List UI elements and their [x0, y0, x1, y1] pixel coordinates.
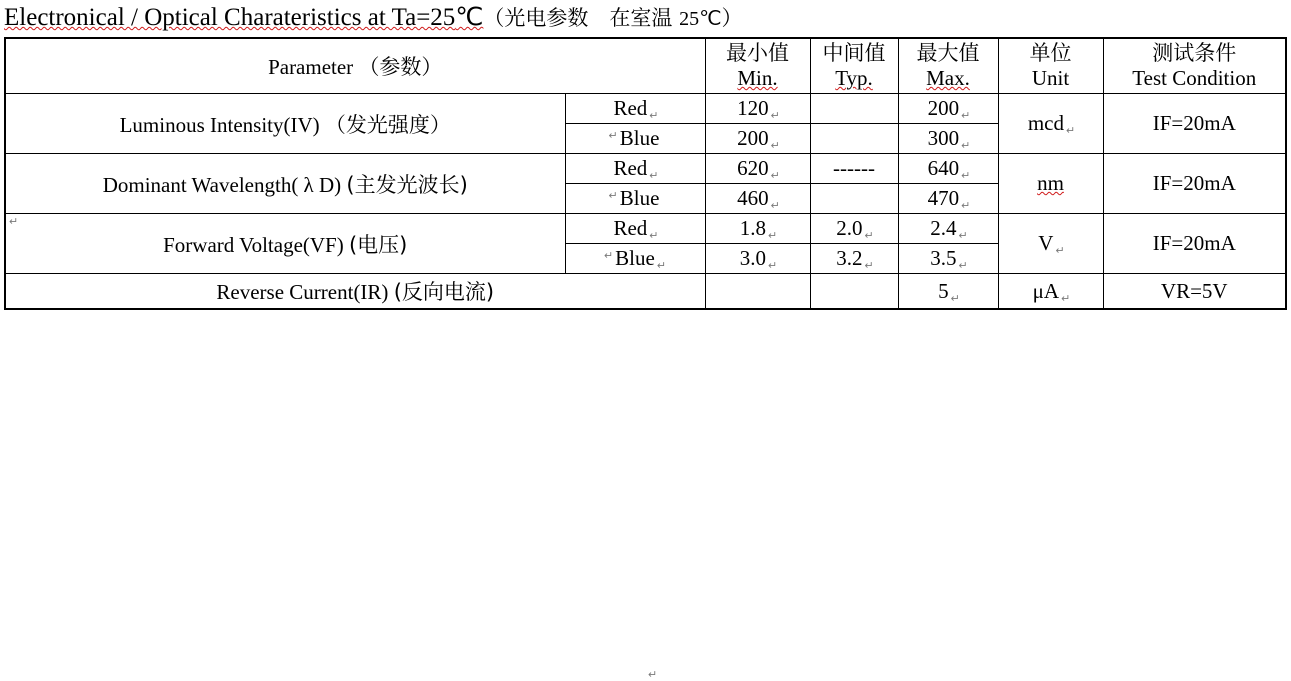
table-row: [5, 274, 1286, 310]
max-value-3-0: 5 ↵: [898, 274, 998, 310]
typ-value-2-0: 2.0 ↵: [810, 214, 898, 244]
header-unit-en: Unit: [1031, 65, 1070, 90]
header-parameter: [5, 38, 705, 94]
unit-value-1: [998, 154, 1103, 214]
title-main: Electronical / Optical Charateristics at Ta=25: [4, 4, 456, 31]
header-min: [705, 38, 810, 94]
condition-value-3: VR=5V: [1103, 274, 1286, 310]
unit-value-0: mcd ↵: [998, 94, 1103, 154]
header-min-en: Min.: [737, 65, 778, 90]
min-value-2-1: 3.0 ↵: [705, 244, 810, 274]
row-parameter-en-3: Reverse Current(IR): [216, 280, 394, 305]
min-value-0-0: 120 ↵: [705, 94, 810, 124]
header-max-cjk: 最大值: [916, 40, 980, 65]
typ-value-1-1: [810, 184, 898, 214]
condition-value-2: IF=20mA: [1103, 214, 1286, 274]
row-parameter-1: [5, 154, 565, 214]
min-value-3-0: [705, 274, 810, 310]
max-value-0-1: 300 ↵: [898, 124, 998, 154]
header-typ: [810, 38, 898, 94]
condition-value-0: IF=20mA: [1103, 94, 1286, 154]
table-row: [5, 214, 1286, 244]
colour-label-2-1: ↵ Blue ↵: [565, 244, 705, 274]
header-unit: [998, 38, 1103, 94]
colour-label-2-0: Red ↵: [565, 214, 705, 244]
unit-value-3: μA ↵: [998, 274, 1103, 310]
row-parameter-3: [5, 274, 705, 310]
condition-value-1: IF=20mA: [1103, 154, 1286, 214]
row-parameter-0: [5, 94, 565, 154]
row-parameter-cjk-1: (主发光波长): [346, 172, 468, 197]
header-condition: [1103, 38, 1286, 94]
colour-label-1-0: Red ↵: [565, 154, 705, 184]
unit-value-1-text: nm: [1037, 171, 1064, 196]
header-parameter-en: Parameter: [268, 54, 354, 79]
max-value-1-0: 640 ↵: [898, 154, 998, 184]
header-max-en: Max.: [926, 65, 970, 90]
max-value-0-0: 200 ↵: [898, 94, 998, 124]
header-condition-en: Test Condition: [1132, 65, 1257, 90]
header-typ-en: Typ.: [835, 65, 873, 90]
row-parameter-cjk-2: (电压): [348, 232, 408, 257]
typ-value-0-1: [810, 124, 898, 154]
colour-label-1-1: ↵ Blue: [565, 184, 705, 214]
max-value-2-1: 3.5 ↵: [898, 244, 998, 274]
row-parameter-en-1: Dominant Wavelength( λ D): [102, 172, 347, 197]
header-typ-cjk: 中间值: [822, 40, 886, 65]
typ-value-0-0: [810, 94, 898, 124]
max-value-1-1: 470 ↵: [898, 184, 998, 214]
specification-table: [4, 37, 1287, 310]
title-paren-open: （: [483, 6, 505, 30]
header-max: [898, 38, 998, 94]
row-parameter-2: [5, 214, 565, 274]
row-parameter-en-2: Forward Voltage(VF): [163, 232, 349, 257]
table-row: [5, 154, 1286, 184]
typ-value-2-1: 3.2 ↵: [810, 244, 898, 274]
header-unit-cjk: 单位: [1029, 40, 1072, 65]
table-row: [5, 94, 1286, 124]
header-parameter-cjk: （参数）: [358, 54, 443, 79]
unit-value-2: V ↵: [998, 214, 1103, 274]
header-min-cjk: 最小值: [726, 40, 789, 65]
row-parameter-cjk-3: (反向电流): [393, 280, 495, 305]
header-condition-cjk: 测试条件: [1152, 40, 1237, 65]
max-value-2-0: 2.4 ↵: [898, 214, 998, 244]
table-header-row: [5, 38, 1286, 94]
row-parameter-cjk-0: （发光强度）: [324, 112, 451, 137]
colour-label-0-1: ↵ Blue: [565, 124, 705, 154]
min-value-2-0: 1.8 ↵: [705, 214, 810, 244]
page-title: [0, 0, 1291, 35]
return-mark: ↵: [9, 216, 19, 229]
title-cjk-temp: 25℃: [679, 8, 722, 30]
title-paren-close: ）: [721, 6, 743, 30]
min-value-1-1: 460 ↵: [705, 184, 810, 214]
typ-value-3-0: [810, 274, 898, 310]
min-value-0-1: 200 ↵: [705, 124, 810, 154]
title-temp-unit: ℃: [455, 4, 484, 31]
colour-label-0-0: Red ↵: [565, 94, 705, 124]
title-cjk: 光电参数 在室温: [504, 6, 680, 30]
min-value-1-0: 620 ↵: [705, 154, 810, 184]
page-return-mark: ↵: [648, 669, 658, 681]
row-parameter-en-0: Luminous Intensity(IV): [119, 112, 320, 137]
typ-value-1-0: ------: [810, 154, 898, 184]
